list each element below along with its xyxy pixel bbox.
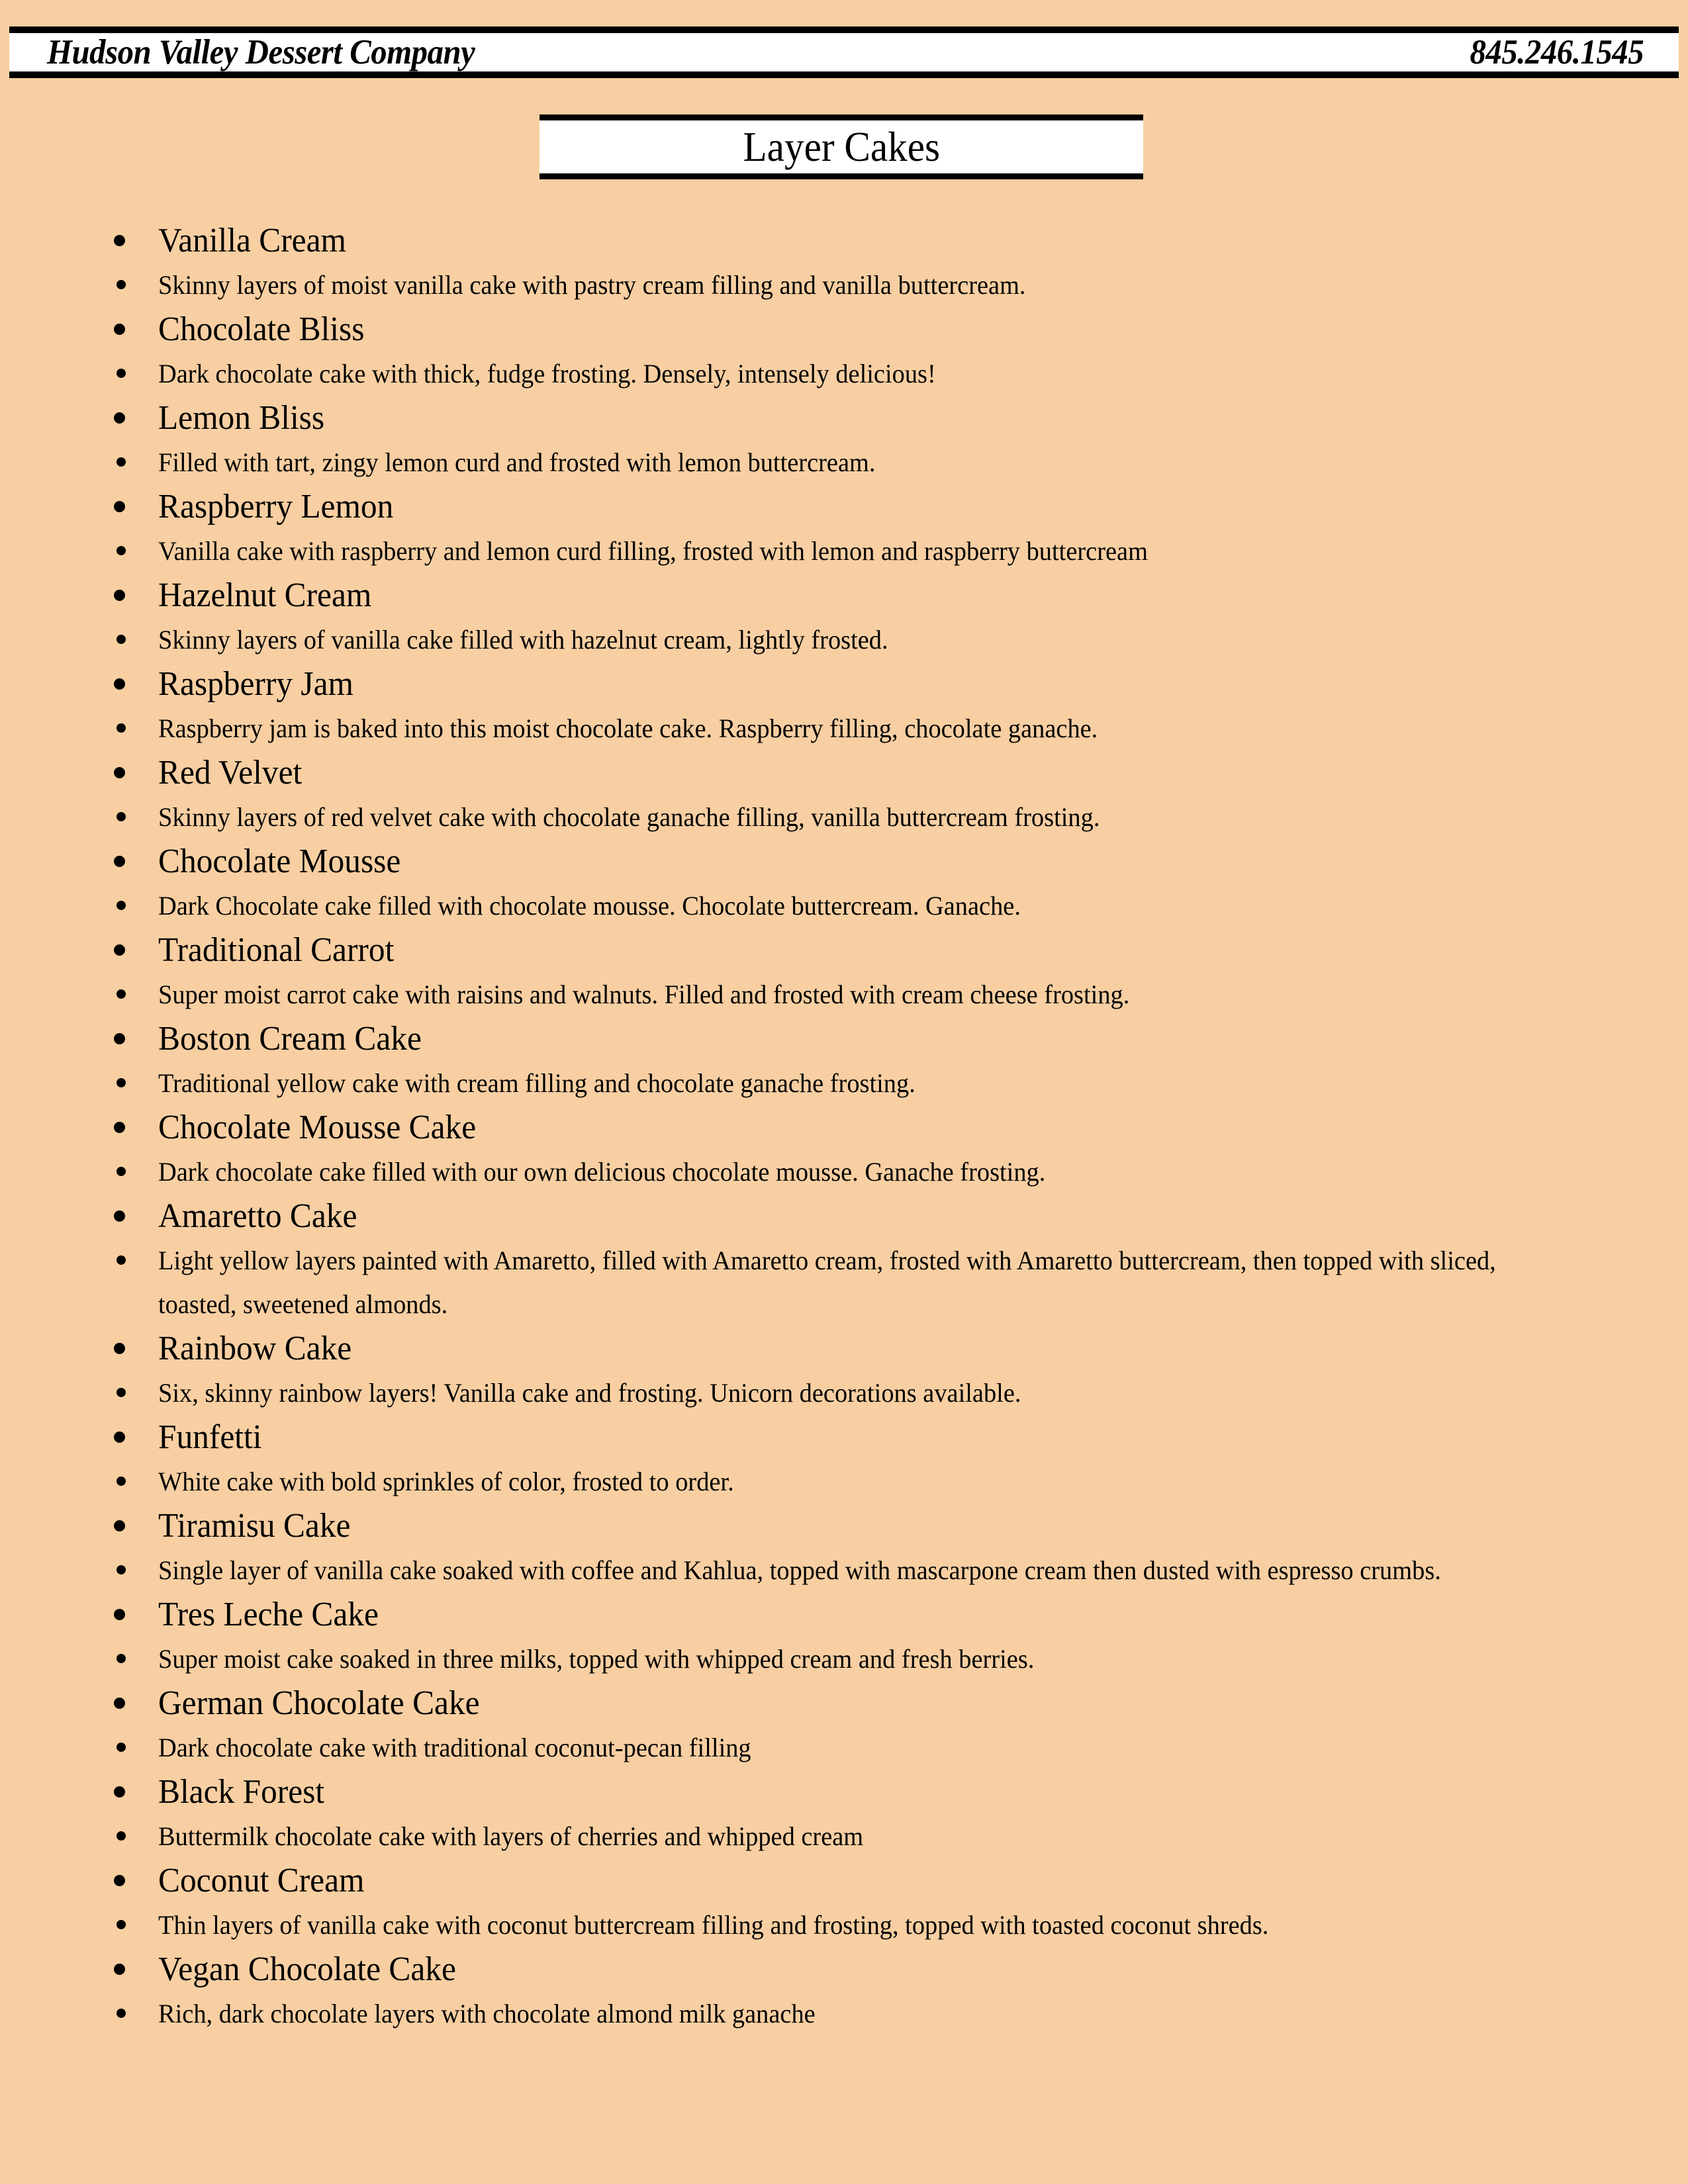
menu-item-description: Dark chocolate cake with traditional coconut-pecan filling — [158, 1733, 751, 1762]
bullet-icon — [114, 856, 125, 867]
menu-item-description-row — [0, 618, 1688, 662]
bullet-icon — [114, 324, 125, 335]
bullet-icon — [117, 1167, 126, 1176]
menu-item-name-row — [0, 1858, 1688, 1903]
menu-item-description-row — [0, 529, 1688, 573]
menu-item-description-row — [0, 1371, 1688, 1415]
menu-item-description-row — [0, 263, 1688, 307]
menu-item-name-row — [0, 1105, 1688, 1150]
bullet-icon — [114, 412, 125, 424]
bullet-icon — [117, 1920, 126, 1929]
menu-item-description: Traditional yellow cake with cream filling and chocolate ganache frosting. — [158, 1068, 915, 1098]
menu-item — [0, 1858, 1688, 1947]
menu-item-name-row — [0, 484, 1688, 529]
menu-item — [0, 928, 1688, 1017]
menu-item-description-row — [0, 1239, 1688, 1326]
menu-item-description: Single layer of vanilla cake soaked with coffee and Kahlua, topped with mascarpone cream then dusted with espresso crumbs. — [158, 1555, 1441, 1585]
menu-item-description-row — [0, 707, 1688, 751]
menu-item-name-row — [0, 1326, 1688, 1371]
menu-item-description-row — [0, 1726, 1688, 1770]
menu-item — [0, 218, 1688, 307]
menu-item-description: Dark Chocolate cake filled with chocolate mousse. Chocolate buttercream. Ganache. — [158, 891, 1021, 921]
bullet-icon — [114, 767, 125, 778]
bullet-icon — [114, 1210, 125, 1222]
company-name: Hudson Valley Dessert Company — [47, 33, 475, 71]
bullet-icon — [117, 1477, 126, 1486]
bullet-icon — [117, 723, 126, 733]
menu-item-name-row — [0, 662, 1688, 707]
bullet-icon — [117, 1388, 126, 1397]
menu-item-list — [0, 218, 1688, 2036]
menu-item-name: Coconut Cream — [158, 1862, 365, 1899]
bullet-icon — [117, 635, 126, 644]
menu-item-description: Skinny layers of moist vanilla cake with pastry cream filling and vanilla buttercream. — [158, 270, 1026, 300]
menu-item-name: Vegan Chocolate Cake — [158, 1950, 456, 1988]
menu-item-description-row — [0, 1903, 1688, 1947]
bullet-icon — [114, 1875, 125, 1886]
menu-item-description: Light yellow layers painted with Amaretto, filled with Amaretto cream, frosted with Amaretto buttercream, then topped with sliced, toasted, sweetened almonds. — [158, 1246, 1496, 1319]
menu-item-name-row — [0, 751, 1688, 796]
menu-item — [0, 1326, 1688, 1415]
page-title: Layer Cakes — [743, 123, 940, 170]
menu-item-description-row — [0, 1815, 1688, 1858]
menu-item-description-row — [0, 352, 1688, 396]
bullet-icon — [114, 1520, 125, 1531]
bullet-icon — [114, 1786, 125, 1797]
menu-item-name: Traditional Carrot — [158, 931, 395, 969]
menu-item-description-row — [0, 1637, 1688, 1681]
bullet-icon — [114, 1033, 125, 1044]
bullet-icon — [114, 1609, 125, 1620]
menu-item-name: Chocolate Mousse Cake — [158, 1109, 477, 1146]
menu-item — [0, 307, 1688, 396]
menu-item-name: Boston Cream Cake — [158, 1020, 422, 1058]
menu-item-name: Vanilla Cream — [158, 222, 346, 259]
menu-item-name: Lemon Bliss — [158, 399, 325, 437]
menu-item — [0, 1017, 1688, 1105]
bullet-icon — [114, 944, 125, 956]
menu-item-description: Super moist carrot cake with raisins and walnuts. Filled and frosted with cream cheese frosting. — [158, 979, 1130, 1009]
menu-item-name-row — [0, 218, 1688, 263]
bullet-icon — [114, 1343, 125, 1354]
menu-item-name: German Chocolate Cake — [158, 1684, 480, 1722]
menu-item-description: Vanilla cake with raspberry and lemon curd filling, frosted with lemon and raspberry buttercream — [158, 536, 1148, 566]
menu-item-description: Thin layers of vanilla cake with coconut buttercream filling and frosting, topped with toasted coconut shreds. — [158, 1910, 1269, 1940]
bullet-icon — [114, 1122, 125, 1133]
menu-item-name: Red Velvet — [158, 754, 303, 792]
bullet-icon — [117, 1078, 126, 1087]
menu-item-name-row — [0, 573, 1688, 618]
bullet-icon — [117, 546, 126, 555]
menu-item-description: Rich, dark chocolate layers with chocolate almond milk ganache — [158, 1999, 816, 2028]
bullet-icon — [117, 989, 126, 999]
menu-item-description: Dark chocolate cake filled with our own delicious chocolate mousse. Ganache frosting. — [158, 1157, 1046, 1187]
bullet-icon — [117, 1743, 126, 1752]
bullet-icon — [117, 280, 126, 289]
menu-item-name-row — [0, 1017, 1688, 1062]
menu-item-name-row — [0, 1681, 1688, 1726]
bullet-icon — [117, 1255, 126, 1265]
bullet-icon — [114, 1964, 125, 1975]
menu-item-name: Funfetti — [158, 1418, 262, 1456]
menu-item-name-row — [0, 1770, 1688, 1815]
bullet-icon — [114, 235, 125, 246]
bullet-icon — [114, 590, 125, 601]
bullet-icon — [117, 812, 126, 821]
menu-item-description: Raspberry jam is baked into this moist chocolate cake. Raspberry filling, chocolate ganache. — [158, 713, 1098, 743]
bullet-icon — [117, 457, 126, 467]
menu-item — [0, 1504, 1688, 1592]
menu-item-name-row — [0, 928, 1688, 973]
menu-item — [0, 1770, 1688, 1858]
menu-item-name-row — [0, 1592, 1688, 1637]
menu-item — [0, 1947, 1688, 2036]
menu-item-description-row — [0, 1549, 1688, 1592]
menu-item-description: Filled with tart, zingy lemon curd and frosted with lemon buttercream. — [158, 447, 876, 477]
menu-item-name: Black Forest — [158, 1773, 325, 1811]
menu-item-name: Chocolate Bliss — [158, 310, 365, 348]
menu-item-description: Super moist cake soaked in three milks, topped with whipped cream and fresh berries. — [158, 1644, 1035, 1674]
menu-item — [0, 573, 1688, 662]
bullet-icon — [117, 1831, 126, 1841]
menu-item-description: Skinny layers of vanilla cake filled with hazelnut cream, lightly frosted. — [158, 625, 888, 655]
menu-item-description-row — [0, 1992, 1688, 2036]
menu-item-description-row — [0, 1150, 1688, 1194]
menu-item-description: Dark chocolate cake with thick, fudge frosting. Densely, intensely delicious! — [158, 359, 936, 388]
menu-item-description-row — [0, 1062, 1688, 1105]
menu-item — [0, 662, 1688, 751]
menu-item — [0, 1105, 1688, 1194]
page-header — [9, 26, 1679, 78]
menu-item-description-row — [0, 973, 1688, 1017]
menu-item-description-row — [0, 796, 1688, 839]
menu-item-description: Six, skinny rainbow layers! Vanilla cake and frosting. Unicorn decorations available. — [158, 1378, 1021, 1408]
menu-item-name: Tiramisu Cake — [158, 1507, 351, 1545]
phone-number: 845.246.1545 — [1469, 33, 1644, 71]
menu-item-name-row — [0, 307, 1688, 352]
menu-item-name-row — [0, 396, 1688, 441]
menu-item — [0, 751, 1688, 839]
menu-item-description: White cake with bold sprinkles of color, frosted to order. — [158, 1467, 734, 1496]
bullet-icon — [117, 901, 126, 910]
bullet-icon — [114, 1698, 125, 1709]
bullet-icon — [114, 501, 125, 512]
bullet-icon — [117, 1565, 126, 1574]
menu-item-name: Amaretto Cake — [158, 1197, 357, 1235]
menu-item — [0, 484, 1688, 573]
bullet-icon — [114, 1432, 125, 1443]
menu-item-name: Raspberry Lemon — [158, 488, 394, 525]
bullet-icon — [114, 678, 125, 690]
menu-item-name: Rainbow Cake — [158, 1330, 352, 1367]
bullet-icon — [117, 2009, 126, 2018]
menu-item-name: Tres Leche Cake — [158, 1596, 379, 1633]
menu-item — [0, 1415, 1688, 1504]
menu-item-name: Chocolate Mousse — [158, 842, 401, 880]
menu-item-name-row — [0, 1415, 1688, 1460]
menu-item — [0, 396, 1688, 484]
bullet-icon — [117, 369, 126, 378]
menu-item-description-row — [0, 884, 1688, 928]
menu-item-name: Raspberry Jam — [158, 665, 353, 703]
menu-item-description-row — [0, 441, 1688, 484]
menu-item-description: Buttermilk chocolate cake with layers of cherries and whipped cream — [158, 1821, 864, 1851]
menu-item-name-row — [0, 1504, 1688, 1549]
bullet-icon — [117, 1654, 126, 1663]
menu-item-name-row — [0, 1194, 1688, 1239]
section-title-box — [539, 114, 1143, 179]
menu-item — [0, 839, 1688, 928]
menu-item — [0, 1592, 1688, 1681]
menu-item — [0, 1194, 1688, 1326]
menu-item-description: Skinny layers of red velvet cake with chocolate ganache filling, vanilla buttercream frosting. — [158, 802, 1100, 832]
menu-item — [0, 1681, 1688, 1770]
menu-item-name-row — [0, 839, 1688, 884]
menu-item-name: Hazelnut Cream — [158, 576, 372, 614]
menu-item-name-row — [0, 1947, 1688, 1992]
menu-item-description-row — [0, 1460, 1688, 1504]
